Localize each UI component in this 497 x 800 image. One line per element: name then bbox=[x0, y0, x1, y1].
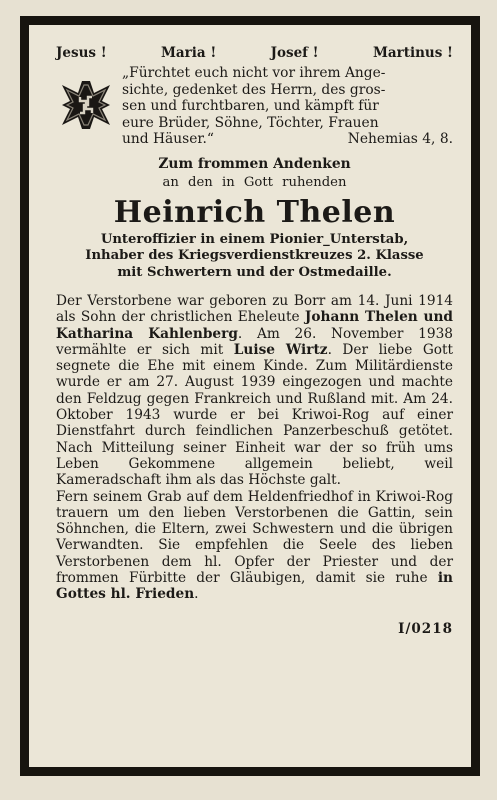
biography-part: . Der liebe Gott segnete die Ehe mit einem Kinde. Zum Militärdienste wurde er am 27. August 1939 eingezogen und machte den Feldzug gegen Frankreich und Rußland mit. Am 24. Oktober 1943 wurde er bei Kriwoi-Rog auf einer Dienstfahrt durch feindlichen Panzerbeschuß getötet. Nach Mitteilung seiner Einheit war der so früh ums Leben Gekommene allgemein beliebt, weil Kameradschaft ihm als das Höchste galt. bbox=[56, 341, 453, 489]
rank-block bbox=[56, 232, 453, 282]
biography-part: . Am 26. November 1938 vermählte er sich mit bbox=[56, 325, 453, 358]
rank-line: Unteroffizier in einem Pionier_Unterstab, bbox=[100, 231, 409, 247]
saints-header bbox=[56, 45, 453, 61]
iron-cross-icon bbox=[56, 75, 116, 135]
quote-line: sen und furchtbaren, und kämpft für bbox=[122, 98, 379, 114]
saint-josef: Josef ! bbox=[270, 45, 319, 61]
biography-part: . bbox=[194, 586, 199, 603]
card-content bbox=[56, 45, 453, 637]
quote-line: „Fürchtet euch nicht vor ihrem Ange- bbox=[122, 65, 386, 81]
quote-line: sichte, gedenket des Herrn, des gros- bbox=[122, 81, 386, 98]
saint-maria: Maria ! bbox=[160, 45, 217, 61]
quote-text bbox=[122, 65, 453, 148]
quote-reference: Nehemias 4, 8. bbox=[347, 131, 453, 147]
saint-jesus: Jesus ! bbox=[56, 45, 107, 61]
quote-line: eure Brüder, Söhne, Töchter, Frauen bbox=[122, 114, 379, 131]
quote-line: und Häuser.“ bbox=[122, 131, 214, 147]
ruhenden-line: an den in Gott ruhenden bbox=[162, 174, 347, 190]
deceased-name: Heinrich Thelen bbox=[113, 194, 396, 230]
rank-line: Inhaber des Kriegsverdienstkreuzes 2. Klasse bbox=[85, 248, 424, 263]
biography-part: Fern seinem Grab auf dem Heldenfriedhof in Kriwoi-Rog trauern um den lieben Verstorbenen die Gattin, sein Söhnchen, die Eltern, zwei Schwestern und die übrigen Verwandten. Sie empfehlen die Seele des lieben Verstorbenen dem hl. Opfer der Priester und der frommen Fürbitte der Gläubigen, damit sie ruhe bbox=[56, 488, 453, 587]
biography-text bbox=[56, 293, 453, 603]
biography-part: Der Verstorbene war geboren zu Borr am 14. Juni 1914 als Sohn der christlichen Eheleute bbox=[56, 293, 453, 326]
card-number: I/0218 bbox=[398, 620, 453, 637]
saint-martinus: Martinus ! bbox=[372, 45, 453, 61]
wife-name: Luise Wirtz bbox=[233, 341, 328, 358]
parents-names: Johann Thelen und Katharina Kahlenberg bbox=[56, 309, 453, 342]
quote-block bbox=[56, 65, 453, 148]
andenken-line: Zum frommen Andenken bbox=[158, 155, 351, 172]
rank-line: mit Schwertern und der Ostmedaille. bbox=[117, 264, 392, 280]
memorial-card bbox=[20, 16, 480, 776]
closing-phrase: in Gottes hl. Frieden bbox=[56, 570, 453, 603]
quote-last-line bbox=[122, 131, 453, 148]
